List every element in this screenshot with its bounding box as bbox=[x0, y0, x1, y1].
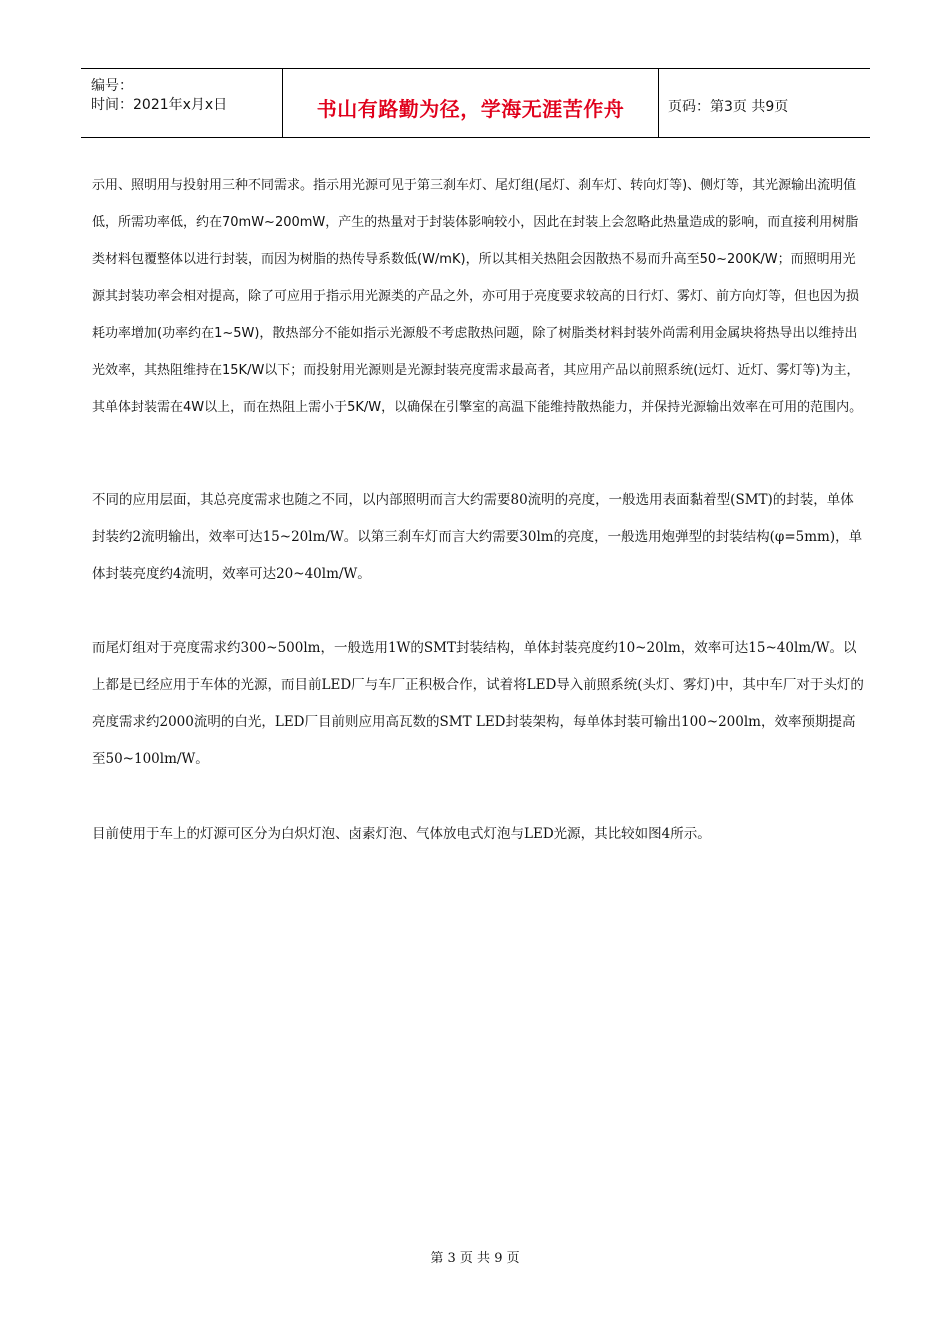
header-page-info: 页码：第3页 共9页 bbox=[668, 99, 789, 115]
body-paragraph-2: 不同的应用层面，其总亮度需求也随之不同，以内部照明而言大约需要80流明的亮度，一般选用表面黏着型(SMT)的封装，单体封装约2流明输出，效率可达15~20lm/W。以第三刹车灯而言大约需要30lm的亮度，一般选用炮弹型的封装结构(φ=5mm)，单体封装亮度约4流明，效率可达20~40lm/W。 bbox=[92, 492, 863, 582]
header-motto-cell bbox=[282, 69, 659, 137]
body-paragraph-3: 而尾灯组对于亮度需求约300~500lm，一般选用1W的SMT封装结构，单体封装亮度约10~20lm，效率可达15~40lm/W。以上都是已经应用于车体的光源，而目前LED厂与车厂正积极合作，试着将LED导入前照系统(头灯、雾灯)中，其中车厂对于头灯的亮度需求约2000流明的白光，LED厂目前则应用高瓦数的SMT LED封装架构，每单体封装可输出100~200lm，效率预期提高至50~100lm/W。 bbox=[92, 640, 864, 767]
body-paragraph-4: 目前使用于车上的灯源可区分为白炽灯泡、卤素灯泡、气体放电式灯泡与LED光源，其比较如图4所示。 bbox=[92, 826, 711, 842]
body-paragraph-1: 示用、照明用与投射用三种不同需求。指示用光源可见于第三刹车灯、尾灯组(尾灯、刹车灯、转向灯等)、侧灯等，其光源输出流明值低，所需功率低，约在70mW~200mW，产生的热量对于封装体影响较小，因此在封装上会忽略此热量造成的影响，而直接利用树脂类材料包覆整体以进行封装，而因为树脂的热传导系数低(W/mK)，所以其相关热阻会因散热不易而升高至50~200K/W；而照明用光源其封装功率会相对提高，除了可应用于指示用光源类的产品之外，亦可用于亮度要求较高的日行灯、雾灯、前方向灯等，但也因为损耗功率增加(功率约在1~5W)，散热部分不能如指示光源般不考虑散热问题，除了树脂类材料封装外尚需利用金属块将热导出以维持出光效率，其热阻维持在15K/W以下；而投射用光源则是光源封装亮度需求最高者，其应用产品以前照系统(远灯、近灯、雾灯等)为主，其单体封装需在4W以上，而在热阻上需小于5K/W，以确保在引擎室的高温下能维持散热能力，并保持光源输出效率在可用的范围内。 bbox=[92, 178, 863, 415]
page-header bbox=[81, 68, 870, 138]
document-number-label: 编号： bbox=[91, 78, 133, 94]
document-date: 时间：2021年x月x日 bbox=[91, 97, 228, 113]
page-footer: 第 3 页 共 9 页 bbox=[430, 1251, 520, 1266]
header-meta-cell bbox=[81, 69, 281, 137]
header-motto: 书山有路勤为径，学海无涯苦作舟 bbox=[316, 97, 625, 121]
header-page-cell bbox=[658, 69, 870, 137]
